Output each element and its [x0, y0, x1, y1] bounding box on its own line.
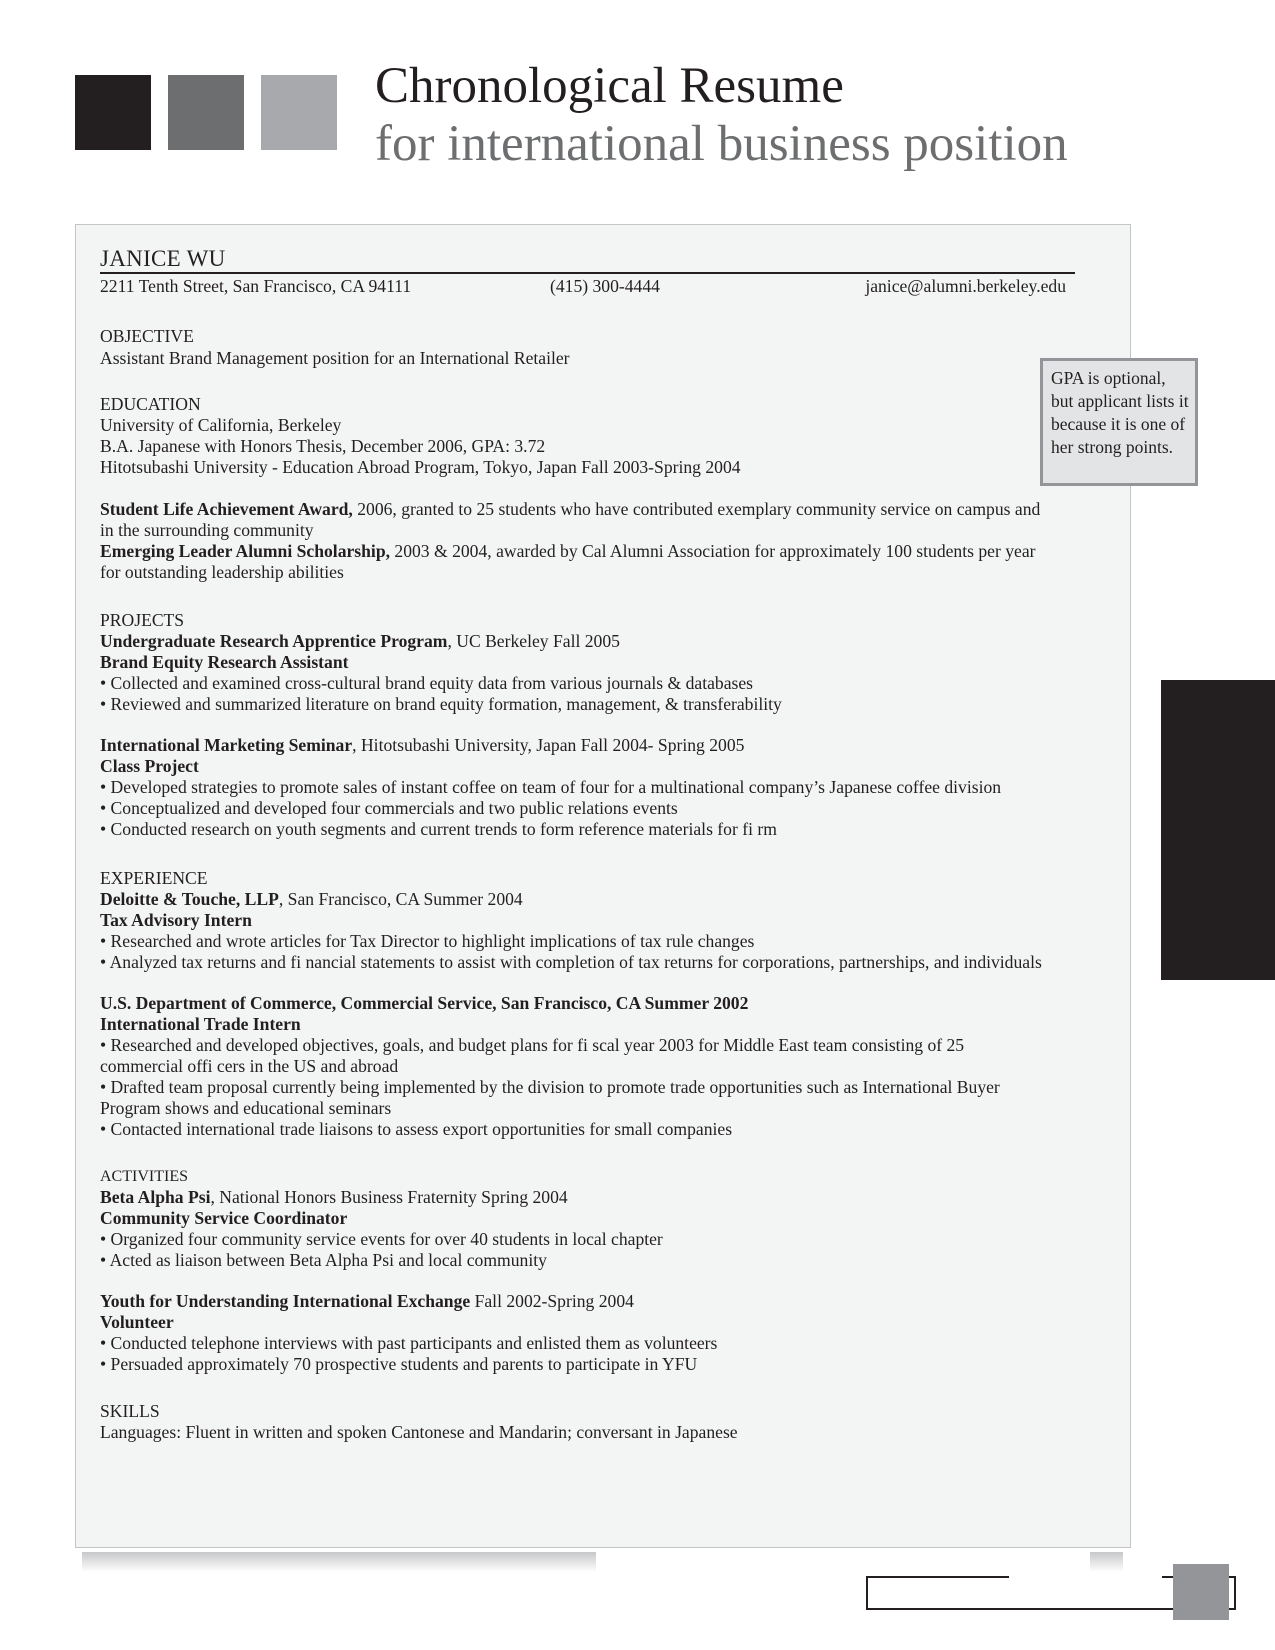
bullet-item: • Researched and developed objectives, goals, and budget plans for fi scal year 2003 for Middle East team consisting of 25 commercial offi cers in the US and abroad — [100, 1035, 965, 1076]
entry-detail: , National Honors Business Fraternity Spring 2004 — [210, 1187, 568, 1207]
entry-role: Community Service Coordinator — [100, 1208, 348, 1228]
bullet-item: • Collected and examined cross-cultural brand equity data from various journals & databases — [100, 673, 754, 693]
footer-rule-left — [866, 1576, 1009, 1578]
skills-heading: SKILLS — [100, 1401, 160, 1421]
entry-header — [100, 1291, 1050, 1312]
entry-header — [100, 993, 1050, 1014]
bullet-item: • Conducted research on youth segments and current trends to form reference materials for fi rm — [100, 819, 777, 839]
page-subtitle: for international business position — [375, 116, 1068, 172]
entry-org: Beta Alpha Psi — [100, 1187, 211, 1207]
award-item — [100, 499, 1050, 541]
resume-content — [100, 245, 1066, 1443]
education-abroad: Hitotsubashi University - Education Abroad Program, Tokyo, Japan Fall 2003-Spring 2004 — [100, 457, 741, 477]
decorative-square-light — [261, 75, 337, 150]
entry-org: U.S. Department of Commerce, Commercial Service, San Francisco, CA Summer 2002 — [100, 993, 749, 1013]
phone: (415) 300-4444 — [550, 276, 660, 296]
entry-role: Brand Equity Research Assistant — [100, 652, 349, 672]
page-number-box — [1173, 1564, 1229, 1620]
entry-role: Class Project — [100, 756, 199, 776]
entry-org: International Marketing Seminar — [100, 735, 353, 755]
entry-header — [100, 631, 1050, 652]
name-row — [100, 245, 1075, 274]
entry-header — [100, 1187, 1050, 1208]
activities-heading: ACTIVITIES — [100, 1168, 188, 1185]
bullet-item: • Drafted team proposal currently being implemented by the division to promote trade opportunities such as International Buyer Program shows and educational seminars — [100, 1077, 1000, 1118]
objective-text: Assistant Brand Management position for an International Retailer — [100, 348, 570, 368]
side-tab — [1161, 680, 1275, 980]
entry-header — [100, 889, 1050, 910]
address: 2211 Tenth Street, San Francisco, CA 94111 — [100, 276, 412, 296]
bullet-item: • Reviewed and summarized literature on brand equity formation, management, & transferability — [100, 694, 782, 714]
candidate-name: JANICE WU — [100, 246, 226, 271]
entry-role: International Trade Intern — [100, 1014, 301, 1034]
bullet-item: • Contacted international trade liaisons to assess export opportunities for small companies — [100, 1119, 733, 1139]
bullet-item: • Acted as liaison between Beta Alpha Psi and local community — [100, 1250, 547, 1270]
award-item — [100, 541, 1050, 583]
decorative-square-dark — [75, 75, 151, 150]
entry-role: Tax Advisory Intern — [100, 910, 252, 930]
award-title: Student Life Achievement Award, — [100, 499, 353, 519]
entry-detail: Fall 2002-Spring 2004 — [470, 1291, 634, 1311]
entry-org: Undergraduate Research Apprentice Program — [100, 631, 448, 651]
page-title: Chronological Resume — [375, 58, 844, 114]
education-heading: EDUCATION — [100, 394, 201, 414]
objective-heading: OBJECTIVE — [100, 326, 194, 346]
entry-detail: , San Francisco, CA Summer 2004 — [278, 889, 523, 909]
bullet-item: • Conducted telephone interviews with past participants and enlisted them as volunteers — [100, 1333, 718, 1353]
entry-detail: , UC Berkeley Fall 2005 — [447, 631, 620, 651]
education-school: University of California, Berkeley — [100, 415, 342, 435]
entry-role: Volunteer — [100, 1312, 174, 1332]
experience-heading: EXPERIENCE — [100, 868, 208, 888]
bullet-item: • Analyzed tax returns and fi nancial statements to assist with completion of tax returns for corporations, partnerships, and individuals — [100, 952, 1042, 972]
decorative-square-mid — [168, 75, 244, 150]
award-text: 2006, granted to 25 students who have contributed exemplary community service on campus and in the surrounding community — [100, 499, 1041, 540]
sidebar-note: GPA is optional, but applicant lists it because it is one of her strong points. — [1040, 358, 1198, 486]
entry-header — [100, 735, 1050, 756]
bullet-item: • Persuaded approximately 70 prospective students and parents to participate in YFU — [100, 1354, 698, 1374]
contact-line — [100, 276, 1066, 298]
bullet-item: • Researched and wrote articles for Tax Director to highlight implications of tax rule changes — [100, 931, 755, 951]
award-title: Emerging Leader Alumni Scholarship, — [100, 541, 391, 561]
education-degree: B.A. Japanese with Honors Thesis, December 2006, GPA: 3.72 — [100, 436, 546, 456]
skills-text: Languages: Fluent in written and spoken Cantonese and Mandarin; conversant in Japanese — [100, 1422, 738, 1442]
bullet-item: • Conceptualized and developed four commercials and two public relations events — [100, 798, 678, 818]
entry-org: Deloitte & Touche, LLP — [100, 889, 279, 909]
award-text: 2003 & 2004, awarded by Cal Alumni Association for approximately 100 students per year for outstanding leadership abilities — [100, 541, 1036, 582]
bullet-item: • Developed strategies to promote sales of instant coffee on team of four for a multinational company’s Japanese coffee division — [100, 777, 1002, 797]
card-shadow — [82, 1552, 596, 1572]
email: janice@alumni.berkeley.edu — [865, 276, 1066, 296]
entry-detail: , Hitotsubashi University, Japan Fall 2004- Spring 2005 — [352, 735, 745, 755]
bullet-item: • Organized four community service events for over 40 students in local chapter — [100, 1229, 663, 1249]
entry-org: Youth for Understanding International Exchange — [100, 1291, 471, 1311]
projects-heading: PROJECTS — [100, 610, 185, 630]
card-shadow-right — [1090, 1552, 1123, 1572]
